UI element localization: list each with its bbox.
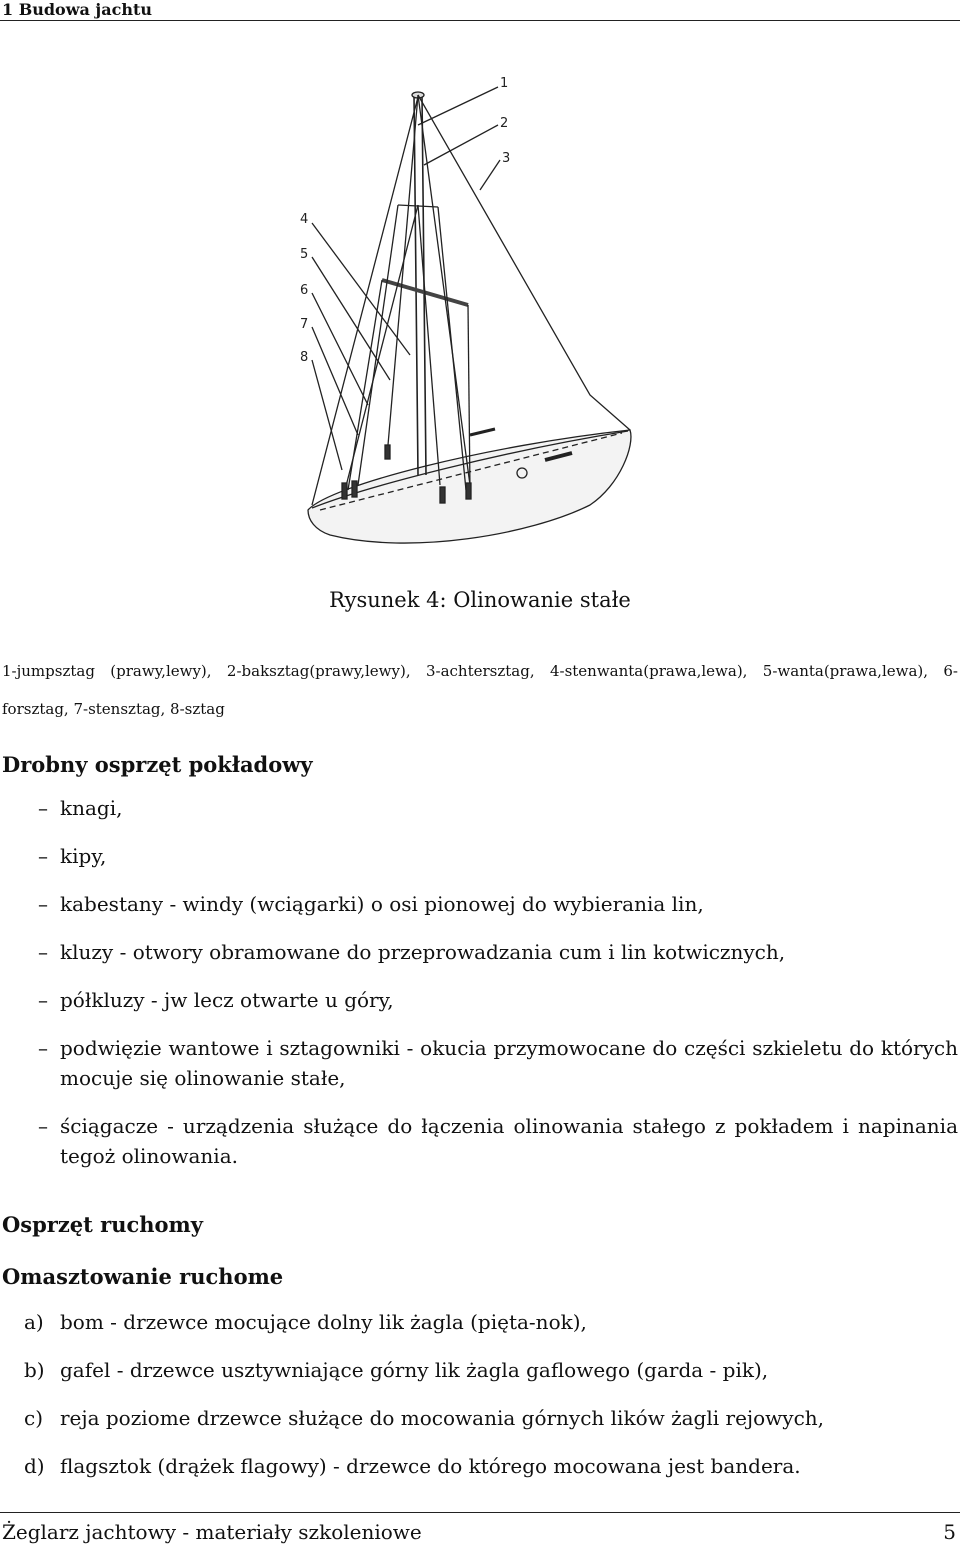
chainplate-4	[466, 483, 471, 499]
figure-label-4: 4	[300, 212, 309, 227]
shroud-3	[438, 207, 466, 490]
header-rule	[0, 20, 960, 21]
list-marker: b)	[24, 1358, 45, 1382]
hatch-fitting	[470, 429, 495, 435]
figure-label-7: 7	[300, 317, 309, 332]
dash-marker: –	[38, 892, 48, 916]
running-header: 1 Budowa jachtu	[2, 0, 152, 19]
list-item-text: gafel - drzewce usztywniające górny lik żagla gaflowego (garda - pik),	[60, 1358, 769, 1382]
dash-marker: –	[38, 940, 48, 964]
list-item-text: półkluzy - jw lecz otwarte u góry,	[60, 988, 394, 1012]
footer-title: Żeglarz jachtowy - materiały szkoleniowe	[2, 1520, 422, 1544]
list-item	[2, 1307, 958, 1337]
running-rig-list	[2, 1307, 958, 1499]
list-item-text: kabestany - windy (wciągarki) o osi pionowej do wybierania lin,	[60, 892, 704, 916]
list-item	[2, 841, 958, 871]
list-marker: c)	[24, 1406, 44, 1430]
chainplate-1	[342, 483, 347, 499]
list-item-text: ściągacze - urządzenia służące do łączenia olinowania stałego z pokładem i napinania tegoż olinowania.	[60, 1114, 958, 1168]
list-item-text: podwięzie wantowe i sztagowniki - okucia przymowocane do części szkieletu do których mocuje się olinowanie stałe,	[60, 1036, 958, 1090]
backstay	[418, 95, 630, 430]
list-marker: a)	[24, 1310, 44, 1334]
list-item	[2, 889, 958, 919]
list-item-text: bom - drzewce mocujące dolny lik żagla (pięta-nok),	[60, 1310, 587, 1334]
list-item	[2, 1033, 958, 1093]
rigging-figure	[290, 65, 650, 555]
list-item	[2, 1355, 958, 1385]
chainplate-3	[440, 487, 445, 503]
figure-label-8: 8	[300, 350, 309, 365]
footer-rule	[0, 1512, 960, 1513]
figure-label-5: 5	[300, 247, 309, 262]
deck-hardware-list	[2, 793, 958, 1189]
list-item-text: flagsztok (drążek flagowy) - drzewce do którego mocowana jest bandera.	[60, 1454, 801, 1478]
list-item	[2, 985, 958, 1015]
list-item	[2, 1111, 958, 1171]
section-title-osprzet: Osprzęt ruchomy	[2, 1212, 203, 1237]
shroud-left	[388, 95, 418, 445]
list-item-text: kipy,	[60, 844, 107, 868]
forestay	[312, 97, 418, 505]
figure-label-1: 1	[500, 76, 509, 91]
list-item-text: knagi,	[60, 796, 123, 820]
figure-caption: Rysunek 4: Olinowanie stałe	[329, 588, 631, 612]
dash-marker: –	[38, 1114, 48, 1138]
dash-marker: –	[38, 988, 48, 1012]
list-item-text: reja poziome drzewce służące do mocowania górnych lików żagli rejowych,	[60, 1406, 825, 1430]
list-item	[2, 793, 958, 823]
list-item	[2, 937, 958, 967]
list-item	[2, 1451, 958, 1481]
dash-marker: –	[38, 1036, 48, 1060]
figure-label-6: 6	[300, 283, 309, 298]
page-number: 5	[943, 1520, 956, 1544]
shroud-2	[358, 205, 398, 485]
section-title-drobny: Drobny osprzęt pokładowy	[2, 752, 313, 777]
chainplate-5	[385, 445, 390, 459]
figure-label-2: 2	[500, 116, 509, 131]
section-title-omasztowanie: Omasztowanie ruchome	[2, 1264, 284, 1289]
chainplate-2	[352, 481, 357, 497]
figure-label-3: 3	[502, 151, 511, 166]
shroud-6	[418, 205, 440, 485]
dash-marker: –	[38, 844, 48, 868]
figure-legend: 1-jumpsztag (prawy,lewy), 2-baksztag(prawy,lewy), 3-achtersztag, 4-stenwanta(prawa,lewa), 5-wanta(prawa,lewa), 6-forsztag, 7-stensztag, 8-sztag	[2, 662, 958, 718]
list-item-text: kluzy - otwory obramowane do przeprowadzania cum i lin kotwicznych,	[60, 940, 786, 964]
dash-marker: –	[38, 796, 48, 820]
list-marker: d)	[24, 1454, 45, 1478]
inner-stay	[345, 205, 418, 490]
list-item	[2, 1403, 958, 1433]
